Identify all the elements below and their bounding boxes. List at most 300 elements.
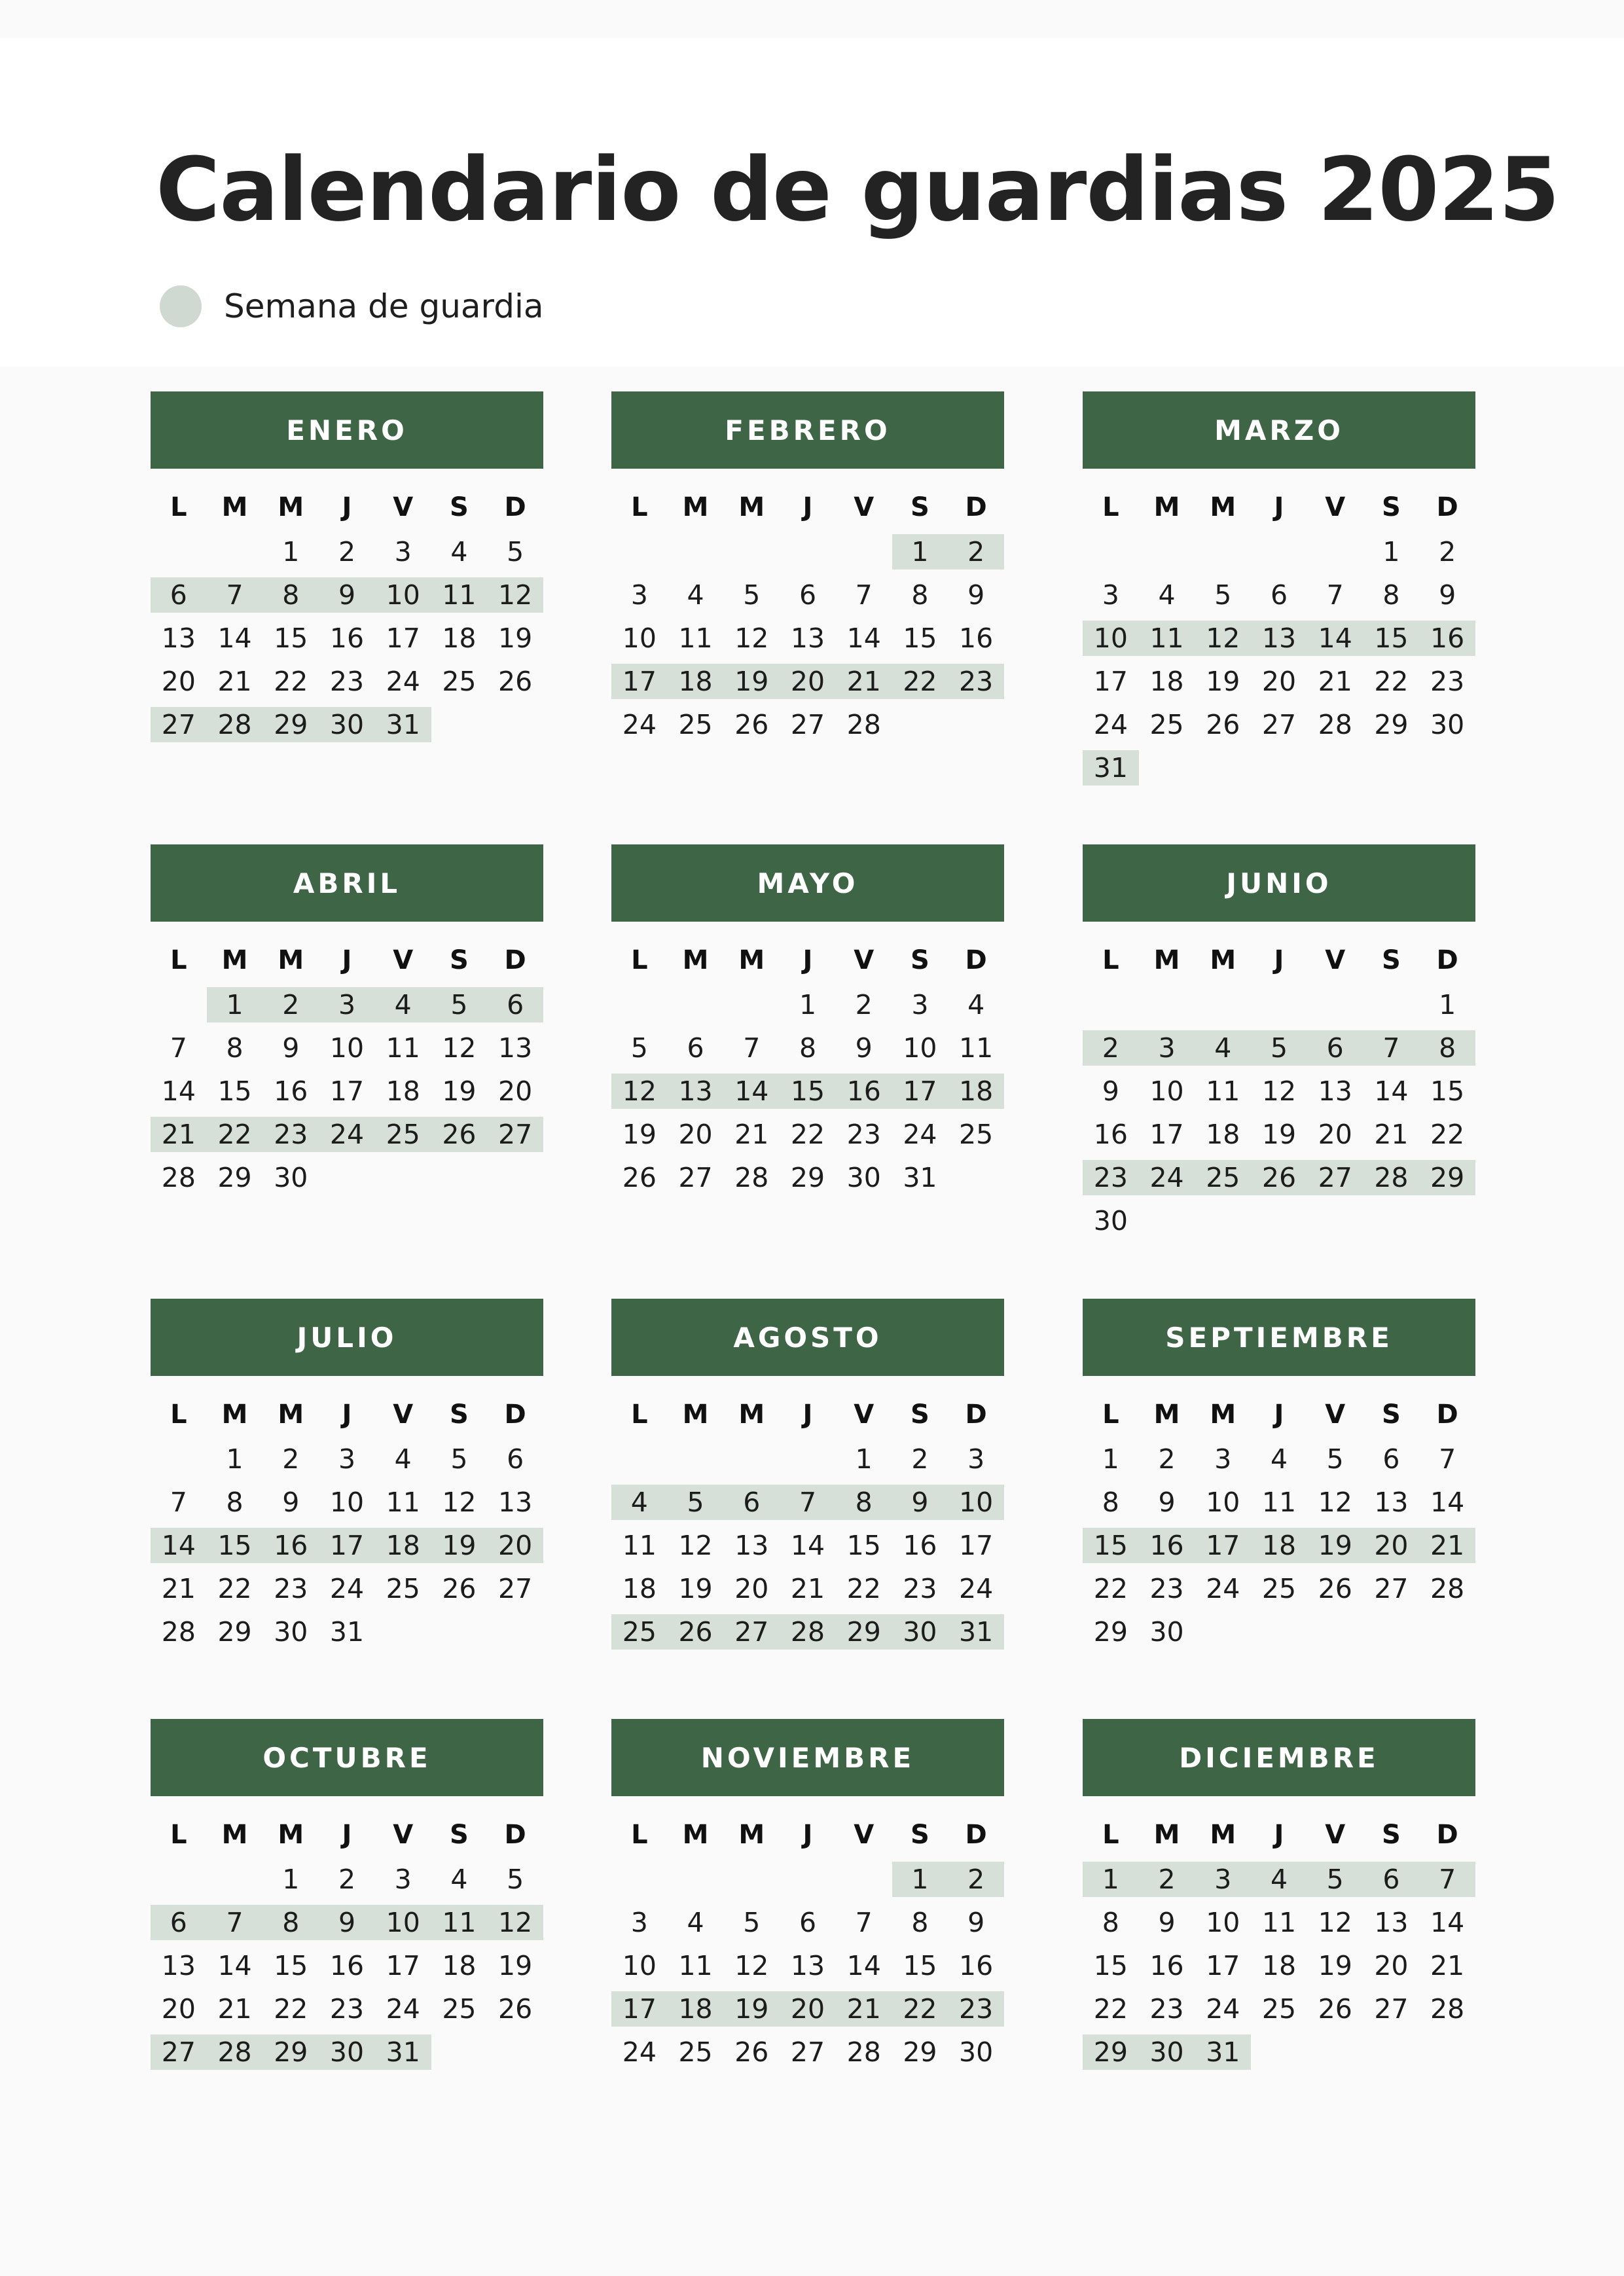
week-row [611,1610,1004,1653]
day-cell: 9 [282,1032,300,1064]
day-cell: 28 [161,1162,196,1193]
empty-cell [611,1862,668,1897]
empty-cell [668,1862,724,1897]
day-cell-guard: 22 [892,1991,948,2027]
day-cell: 4 [967,989,985,1021]
week-row [1083,1524,1475,1567]
day-cell-guard: 26 [1251,1160,1307,1195]
day-cell-guard: 11 [1139,621,1195,656]
empty-cell [668,534,724,569]
day-cell: 25 [678,709,713,740]
day-cell: 16 [329,1950,365,1981]
month-marzo [1083,391,1475,789]
day-cell-guard: 13 [668,1074,724,1109]
day-cell: 25 [678,2036,713,2068]
day-cell: 3 [967,1443,985,1475]
day-cell-guard: 9 [319,577,375,613]
weekday-label: V [1325,1820,1346,1850]
day-cell: 30 [1093,1205,1128,1237]
day-cell-guard: 4 [375,987,431,1022]
day-cell: 4 [687,1907,704,1938]
weekday-label: M [221,1400,248,1430]
day-cell: 4 [394,1443,412,1475]
day-cell-guard: 14 [723,1074,780,1109]
day-cell: 2 [911,1443,929,1475]
day-cell: 16 [329,623,365,654]
weekday-label: V [854,1400,875,1430]
day-cell: 19 [1261,1119,1297,1150]
day-cell: 16 [1149,1950,1184,1981]
day-cell: 17 [386,1950,420,1981]
day-cell-guard: 24 [319,1117,375,1152]
day-cell: 23 [274,1573,308,1604]
empty-cell [1363,1203,1420,1238]
day-cell: 18 [442,1950,477,1981]
day-cell: 26 [1318,1993,1352,2025]
day-cell: 27 [790,2036,825,2068]
day-cell-guard: 31 [375,2034,431,2070]
day-cell-guard: 1 [892,1862,948,1897]
weekday-label: J [1274,945,1284,975]
day-cell: 5 [1214,579,1232,611]
day-cell: 5 [507,1864,524,1895]
day-cell: 27 [1261,709,1297,740]
empty-cell [431,707,488,742]
weekday-label: V [393,1400,414,1430]
month-febrero [611,391,1004,746]
day-cell-guard: 6 [487,987,543,1022]
week-row [1083,1437,1475,1481]
day-cell: 20 [1318,1119,1352,1150]
day-cell: 22 [274,1993,308,2025]
day-cell: 19 [622,1119,657,1150]
weekday-label: J [1274,1820,1284,1850]
empty-cell [431,1160,488,1195]
month-header: MAYO [611,844,1004,922]
empty-cell [1363,1614,1420,1650]
day-cell-guard: 8 [1419,1030,1475,1066]
weekday-label: D [965,1820,987,1850]
day-cell-guard: 2 [262,987,319,1022]
week-row [611,1567,1004,1610]
week-row [1083,1070,1475,1113]
month-julio [151,1299,543,1653]
empty-cell [1195,534,1251,569]
day-cell-guard: 9 [319,1905,375,1940]
day-cell: 21 [1430,1950,1465,1981]
weekday-label: M [1210,1820,1236,1850]
day-cell: 22 [1093,1573,1128,1604]
day-cell: 18 [386,1075,420,1107]
day-cell: 24 [386,1993,420,2025]
empty-cell [780,1862,836,1897]
month-weeks [151,1858,543,2074]
day-cell: 5 [450,1443,468,1475]
day-cell: 27 [678,1162,713,1193]
empty-cell [1419,1203,1475,1238]
week-row [151,1567,543,1610]
empty-cell [431,2034,488,2070]
empty-cell [1363,2034,1420,2070]
day-cell: 9 [1102,1075,1119,1107]
week-row [151,1987,543,2031]
day-cell-guard: 21 [1419,1528,1475,1563]
weekday-label: V [854,492,875,522]
empty-cell [668,987,724,1022]
week-row [151,1524,543,1567]
week-row [611,1901,1004,1944]
weekday-label: M [738,945,765,975]
week-row [1083,573,1475,617]
weekday-label: V [1325,945,1346,975]
day-cell: 13 [161,623,196,654]
legend-swatch [160,285,202,327]
week-row [151,1026,543,1070]
month-agosto [611,1299,1004,1653]
weekday-label: S [911,1820,929,1850]
weekday-label: V [1325,492,1346,522]
day-cell: 6 [687,1032,704,1064]
week-row [151,1070,543,1113]
day-cell: 16 [959,1950,994,1981]
day-cell: 14 [217,1950,252,1981]
weekday-label: S [1382,492,1401,522]
month-weeks [151,983,543,1199]
day-cell: 25 [1261,1993,1297,2025]
empty-cell [836,1862,892,1897]
day-cell: 26 [498,1993,533,2025]
day-cell: 14 [1374,1075,1409,1107]
day-cell-guard: 7 [207,577,263,613]
day-cell: 26 [1206,709,1240,740]
day-cell: 10 [1206,1907,1240,1938]
day-cell-guard: 19 [723,664,780,699]
day-cell-guard: 29 [1419,1160,1475,1195]
day-cell: 19 [498,623,533,654]
weekday-label: S [911,492,929,522]
week-row [611,573,1004,617]
day-cell-guard: 18 [668,1991,724,2027]
weekday-label: S [1382,945,1401,975]
empty-cell [1083,987,1139,1022]
month-junio [1083,844,1475,1242]
empty-cell [1139,750,1195,786]
week-row [151,983,543,1026]
weekday-label: M [221,492,248,522]
day-cell: 27 [1374,1993,1409,2025]
day-cell-guard: 19 [1307,1528,1363,1563]
empty-cell [1195,1203,1251,1238]
day-cell: 6 [507,1443,524,1475]
day-cell: 2 [282,1443,300,1475]
day-cell: 7 [855,1907,873,1938]
day-cell-guard: 10 [948,1485,1004,1520]
day-cell-guard: 15 [207,1528,263,1563]
day-cell-guard: 8 [836,1485,892,1520]
weekday-label: M [1153,1820,1180,1850]
weekday-label: L [170,492,187,522]
day-cell: 11 [622,1530,657,1561]
day-cell: 3 [394,1864,412,1895]
empty-cell [1083,534,1139,569]
day-cell: 1 [1102,1443,1119,1475]
empty-cell [1307,987,1363,1022]
day-cell: 6 [1270,579,1288,611]
day-cell: 14 [846,623,881,654]
weekday-label: J [342,945,352,975]
weekday-label: V [854,945,875,975]
day-cell-guard: 29 [262,707,319,742]
day-cell: 29 [1093,1616,1128,1648]
day-cell: 23 [329,1993,365,2025]
day-cell: 9 [1158,1487,1176,1518]
day-cell-guard: 12 [611,1074,668,1109]
day-cell: 18 [622,1573,657,1604]
day-cell: 18 [1261,1950,1297,1981]
weekday-label: M [278,1400,304,1430]
day-cell-guard: 10 [375,577,431,613]
day-cell-guard: 5 [1307,1862,1363,1897]
empty-cell [1251,987,1307,1022]
month-weeks [611,983,1004,1199]
day-cell: 20 [498,1075,533,1107]
day-cell: 31 [903,1162,937,1193]
empty-cell [723,987,780,1022]
weekday-label: M [278,1820,304,1850]
weekday-label: S [1382,1400,1401,1430]
day-cell-guard: 1 [207,987,263,1022]
day-cell: 25 [442,666,477,697]
day-cell: 28 [1430,1993,1465,2025]
week-row [611,2031,1004,2074]
day-cell: 2 [338,1864,356,1895]
day-cell-guard: 16 [1139,1528,1195,1563]
day-cell: 3 [630,579,648,611]
weekday-label: D [504,492,526,522]
day-cell: 8 [1102,1487,1119,1518]
day-cell-guard: 4 [611,1485,668,1520]
day-cell: 24 [1093,709,1128,740]
empty-cell [1419,2034,1475,2070]
week-row [1083,1567,1475,1610]
month-weeks [1083,1858,1475,2074]
day-cell-guard: 7 [1419,1862,1475,1897]
day-cell-guard: 7 [1363,1030,1420,1066]
day-cell: 8 [226,1032,244,1064]
empty-cell [1251,750,1307,786]
day-cell: 13 [734,1530,769,1561]
weekday-label: L [1102,945,1119,975]
day-cell-guard: 2 [948,1862,1004,1897]
weekday-label: M [221,945,248,975]
day-cell-guard: 17 [611,664,668,699]
empty-cell [611,1441,668,1477]
day-cell: 21 [1318,666,1352,697]
empty-cell [1251,2034,1307,2070]
day-cell: 12 [1261,1075,1297,1107]
empty-cell [1307,1203,1363,1238]
week-row [1083,703,1475,746]
weekday-header-row [151,486,543,529]
day-cell-guard: 6 [151,1905,207,1940]
day-cell-guard: 16 [1419,621,1475,656]
day-cell: 25 [1149,709,1184,740]
week-row [611,660,1004,703]
day-cell-guard: 18 [375,1528,431,1563]
day-cell: 3 [394,536,412,568]
day-cell-guard: 10 [375,1905,431,1940]
day-cell: 17 [1093,666,1128,697]
week-row [611,1156,1004,1199]
day-cell: 16 [274,1075,308,1107]
day-cell: 24 [622,2036,657,2068]
day-cell: 5 [507,536,524,568]
day-cell: 18 [442,623,477,654]
day-cell-guard: 29 [836,1614,892,1650]
weekday-label: L [1102,1400,1119,1430]
day-cell-guard: 17 [611,1991,668,2027]
month-octubre [151,1719,543,2074]
weekday-header-row [151,939,543,982]
day-cell: 15 [274,1950,308,1981]
weekday-label: V [393,945,414,975]
day-cell: 18 [1206,1119,1240,1150]
empty-cell [487,1614,543,1650]
empty-cell [151,1441,207,1477]
weekday-label: L [170,1820,187,1850]
empty-cell [668,1441,724,1477]
day-cell: 17 [959,1530,994,1561]
day-cell: 24 [622,709,657,740]
day-cell: 12 [734,1950,769,1981]
day-cell-guard: 17 [319,1528,375,1563]
day-cell: 22 [1374,666,1409,697]
day-cell-guard: 12 [1195,621,1251,656]
day-cell: 21 [790,1573,825,1604]
week-row [611,1944,1004,1987]
weekday-label: J [803,945,813,975]
day-cell-guard: 4 [1195,1030,1251,1066]
day-cell: 19 [1318,1950,1352,1981]
day-cell: 30 [959,2036,994,2068]
week-row [1083,1113,1475,1156]
day-cell: 14 [1430,1907,1465,1938]
day-cell-guard: 2 [948,534,1004,569]
day-cell: 23 [903,1573,937,1604]
weekday-label: J [342,1400,352,1430]
weekday-label: M [738,1400,765,1430]
day-cell: 29 [1374,709,1409,740]
week-row [611,530,1004,573]
empty-cell [151,987,207,1022]
month-weeks [611,530,1004,746]
day-cell-guard: 8 [262,1905,319,1940]
day-cell: 24 [1206,1573,1240,1604]
day-cell: 11 [678,623,713,654]
day-cell-guard: 27 [1307,1160,1363,1195]
month-weeks [1083,1437,1475,1653]
week-row [611,1481,1004,1524]
day-cell-guard: 7 [207,1905,263,1940]
day-cell-guard: 28 [780,1614,836,1650]
day-cell: 28 [846,2036,881,2068]
day-cell: 12 [442,1487,477,1518]
day-cell: 22 [1093,1993,1128,2025]
week-row [151,1944,543,1987]
day-cell-guard: 31 [375,707,431,742]
day-cell: 30 [1430,709,1465,740]
weekday-label: M [1210,945,1236,975]
week-row [151,1481,543,1524]
week-row [1083,1944,1475,1987]
weekday-label: V [393,492,414,522]
month-weeks [151,1437,543,1653]
day-cell-guard: 26 [431,1117,488,1152]
weekday-label: M [682,492,709,522]
day-cell: 5 [743,579,761,611]
weekday-label: M [1153,1400,1180,1430]
day-cell-guard: 6 [151,577,207,613]
day-cell: 22 [274,666,308,697]
day-cell-guard: 19 [723,1991,780,2027]
day-cell: 29 [217,1616,252,1648]
day-cell-guard: 1 [1083,1862,1139,1897]
day-cell: 6 [799,579,817,611]
day-cell-guard: 25 [375,1117,431,1152]
day-cell: 15 [903,1950,937,1981]
day-cell-guard: 3 [1195,1862,1251,1897]
day-cell-guard: 14 [151,1528,207,1563]
day-cell: 5 [1326,1443,1344,1475]
day-cell-guard: 7 [780,1485,836,1520]
day-cell-guard: 27 [151,2034,207,2070]
day-cell: 17 [1206,1950,1240,1981]
month-header: JUNIO [1083,844,1475,922]
month-weeks [611,1858,1004,2074]
day-cell: 30 [846,1162,881,1193]
weekday-label: M [1153,492,1180,522]
day-cell: 9 [1439,579,1456,611]
month-weeks [151,530,543,746]
weekday-label: M [738,492,765,522]
day-cell: 1 [1382,536,1400,568]
day-cell: 17 [386,623,420,654]
empty-cell [1195,987,1251,1022]
day-cell: 13 [1374,1907,1409,1938]
day-cell: 13 [161,1950,196,1981]
empty-cell [1139,534,1195,569]
week-row [1083,1987,1475,2031]
day-cell: 11 [386,1032,420,1064]
week-row [1083,746,1475,789]
weekday-label: J [1274,1400,1284,1430]
day-cell-guard: 27 [151,707,207,742]
weekday-header-row [1083,1393,1475,1436]
day-cell: 7 [170,1487,187,1518]
day-cell-guard: 9 [892,1485,948,1520]
day-cell: 22 [1430,1119,1465,1150]
day-cell: 10 [329,1032,365,1064]
day-cell-guard: 21 [836,1991,892,2027]
day-cell-guard: 24 [1139,1160,1195,1195]
day-cell-guard: 1 [892,534,948,569]
day-cell: 8 [1382,579,1400,611]
month-abril [151,844,543,1199]
week-row [1083,1199,1475,1242]
week-row [1083,983,1475,1026]
day-cell: 26 [734,2036,769,2068]
weekday-label: S [911,1400,929,1430]
